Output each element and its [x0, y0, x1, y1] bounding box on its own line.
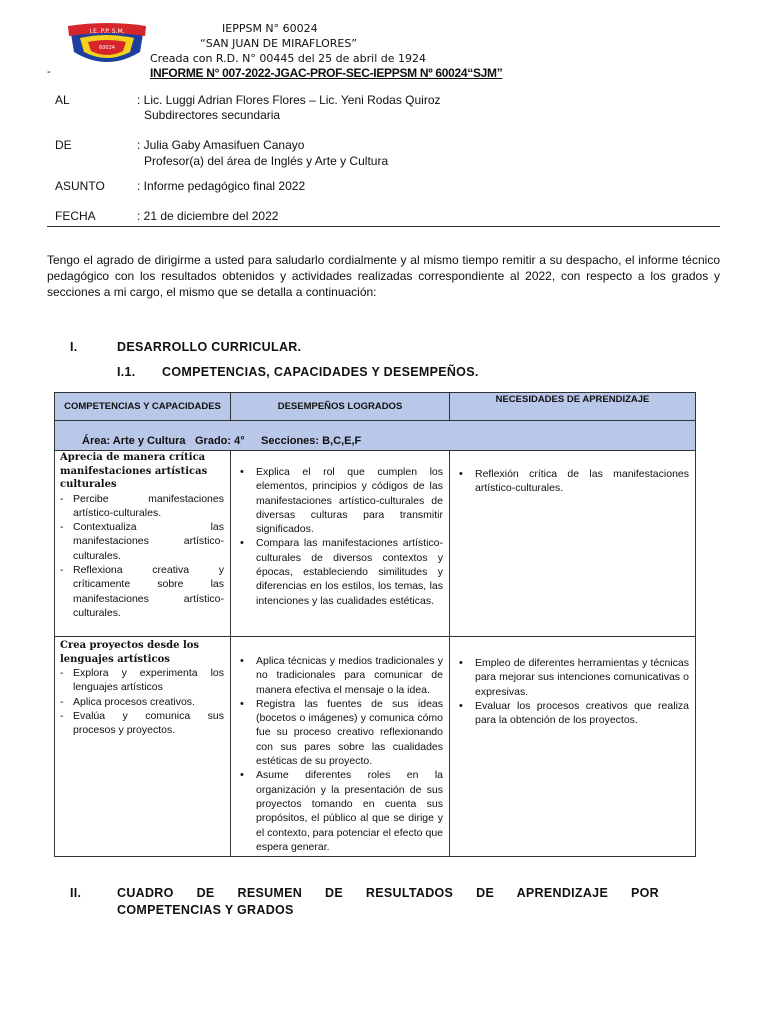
subsection-number: I.1.: [117, 365, 136, 379]
school-name: IEPPSM N° 60024: [222, 22, 318, 35]
grado-label: Grado: 4°: [195, 435, 245, 447]
necesidades-cell: [450, 637, 695, 856]
list-item: - Percibe manifestaciones artístico-culturales.: [60, 492, 224, 521]
list-item: • Reflexión crítica de las manifestaciones artístico-culturales.: [457, 467, 689, 496]
fecha-value: : 21 de diciembre del 2022: [137, 209, 279, 223]
asunto-label: ASUNTO: [55, 179, 105, 193]
header-competencias: COMPETENCIAS Y CAPACIDADES: [55, 393, 231, 420]
competencia-cell: [55, 451, 231, 636]
competencies-table: [54, 392, 696, 857]
table-row: [55, 451, 695, 637]
al-line1: : Lic. Luggi Adrian Flores Flores – Lic. Yeni Rodas Quiroz: [137, 93, 441, 107]
school-creation: Creada con R.D. N° 00445 del 25 de abril de 1924: [150, 52, 426, 65]
de-line1: : Julia Gaby Amasifuen Canayo: [137, 138, 305, 152]
table-row: [55, 637, 695, 856]
memo-divider: [47, 226, 720, 227]
list-item: - Aplica procesos creativos.: [60, 695, 224, 709]
list-item: • Asume diferentes roles en la organización y la presentación de sus proyectos tomando en cuenta sus propósitos, el público al que se dirige y el contexto, para potenciar el efecto que espera generar.: [238, 768, 443, 854]
list-item: • Evaluar los procesos creativos que realiza para la obtención de los proyectos.: [457, 699, 689, 728]
section2-title-line1: CUADRO DE RESUMEN DE RESULTADOS DE APRENDIZAJE POR: [117, 886, 659, 900]
desempenos-list: [231, 465, 449, 608]
competencia-title: Crea proyectos desde los lenguajes artísticos: [60, 640, 200, 665]
section2-number: II.: [70, 886, 82, 900]
competencia-title: Aprecia de manera crítica manifestaciones artísticas culturales: [60, 452, 208, 490]
list-item: • Registra las fuentes de sus ideas (bocetos o imágenes) y comunica cómo fue su proceso creativo reflexionando con sus pares sobre las cualidades estéticas de su proyecto.: [238, 697, 443, 768]
asunto-value: : Informe pedagógico final 2022: [137, 179, 306, 193]
intro-paragraph: Tengo el agrado de dirigirme a usted para saludarlo cordialmente y al mismo tiempo remitir a su despacho, el informe técnico pedagógico con los resultados obtenidos y actividades realizadas correspondiente al 2022, con respecto a los grados y secciones a mi cargo, el mismo que se detalla a continuación:: [47, 253, 720, 299]
logo-text-top: I.E. P.P. S.M.: [89, 28, 125, 35]
list-item: - Reflexiona creativa y críticamente sobre las manifestaciones artístico-culturales.: [60, 563, 224, 620]
necesidades-cell: [450, 451, 695, 636]
dash-mark: -: [47, 66, 51, 78]
necesidades-list: [450, 467, 695, 496]
table-header-row: [55, 393, 695, 421]
header-desempenos: DESEMPEÑOS LOGRADOS: [231, 393, 450, 420]
list-item: • Compara las manifestaciones artístico-culturales de diversos contextos y épocas, estableciendo similitudes y diferencias en los estilos, los temas, las intenciones y las cualidades estéticas.: [238, 536, 443, 607]
al-label: AL: [55, 93, 70, 107]
capacidades-list: [55, 666, 230, 737]
fecha-label: FECHA: [55, 209, 96, 223]
subsection-title: COMPETENCIAS, CAPACIDADES Y DESEMPEÑOS.: [162, 365, 479, 379]
secciones-label: Secciones: B,C,E,F: [261, 435, 362, 447]
school-motto: “SAN JUAN DE MIRAFLORES”: [200, 37, 358, 50]
list-item: • Explica el rol que cumplen los elementos, principios y códigos de las manifestaciones artístico-culturales de diversas culturas para transmitir significados.: [238, 465, 443, 536]
header-necesidades: NECESIDADES DE APRENDIZAJE: [495, 394, 650, 405]
de-line2: Profesor(a) del área de Inglés y Arte y Cultura: [144, 154, 389, 168]
report-title: INFORME N° 007-2022-JGAC-PROF-SEC-IEPPSM Nº 60024“SJM”: [150, 66, 503, 80]
al-line2: Subdirectores secundaria: [144, 108, 281, 122]
desempenos-list: [231, 654, 449, 854]
section1-number: I.: [70, 340, 78, 354]
list-item: • Empleo de diferentes herramientas y técnicas para mejorar sus intenciones comunicativas o expresivas.: [457, 656, 689, 699]
school-logo: [66, 22, 148, 68]
list-item: • Aplica técnicas y medios tradicionales y no tradicionales para comunicar de manera efectiva el mensaje o la idea.: [238, 654, 443, 697]
area-label: Área: Arte y Cultura: [82, 435, 186, 447]
list-item: - Evalúa y comunica sus procesos y proyectos.: [60, 709, 224, 738]
competencia-cell: [55, 637, 231, 856]
logo-text-bottom: 60024: [99, 45, 115, 51]
desempenos-cell: [231, 451, 450, 636]
de-label: DE: [55, 138, 72, 152]
list-item: - Explora y experimenta los lenguajes artísticos: [60, 666, 224, 695]
section1-title: DESARROLLO CURRICULAR.: [117, 340, 302, 354]
area-row: [55, 421, 695, 451]
section2-title-line2: COMPETENCIAS Y GRADOS: [117, 903, 294, 917]
capacidades-list: [55, 492, 230, 621]
list-item: - Contextualiza las manifestaciones artístico-culturales.: [60, 520, 224, 563]
necesidades-list: [450, 656, 695, 727]
desempenos-cell: [231, 637, 450, 856]
